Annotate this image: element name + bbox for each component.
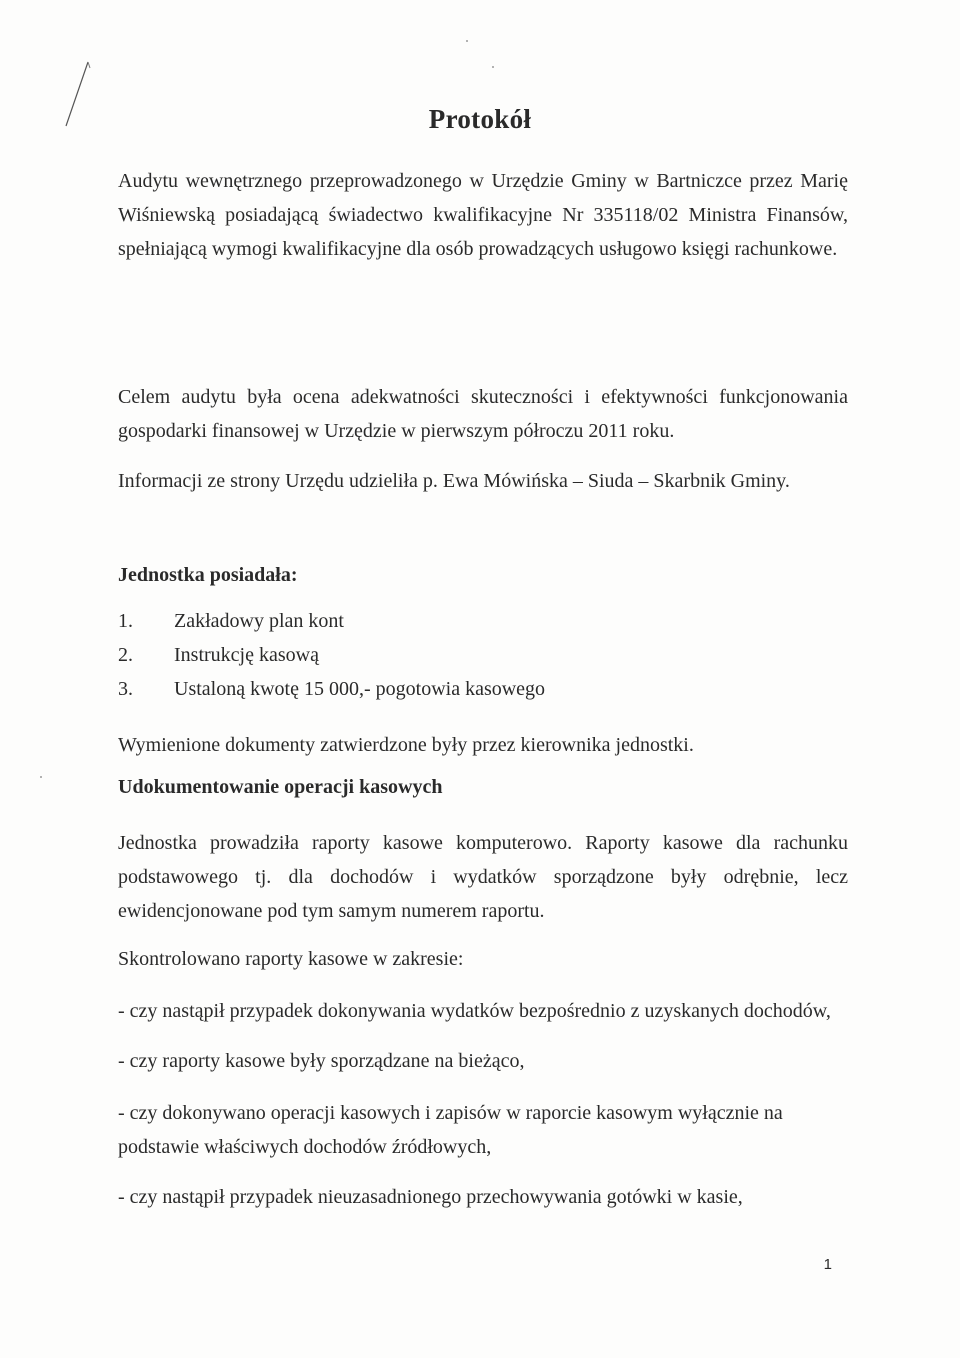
check-item: - czy raporty kasowe były sporządzane na bieżąco, xyxy=(118,1050,525,1072)
intro-paragraph: Audytu wewnętrznego przeprowadzonego w Urzędzie Gminy w Bartniczce przez Marię Wiśniewską posiadającą świadectwo kwalifikacyjne Nr 335118/02 Ministra Finansów, spełniającą wymogi kwalifikacyjne dla osób prowadzących usługowo księgi rachunkowe. xyxy=(118,170,848,260)
speck xyxy=(466,40,468,42)
cash-operations-heading: Udokumentowanie operacji kasowych xyxy=(118,776,443,798)
list-item xyxy=(118,638,545,672)
check-item: - czy nastąpił przypadek dokonywania wydatków bezpośrednio z uzyskanych dochodów, xyxy=(118,1000,831,1022)
list-item-text: Ustaloną kwotę 15 000,- pogotowia kasowego xyxy=(174,678,546,700)
list-item-number: 3. xyxy=(118,678,133,700)
list-item xyxy=(118,672,545,706)
list-item-number: 2. xyxy=(118,644,133,666)
scope-intro-paragraph: Skontrolowano raporty kasowe w zakresie: xyxy=(118,948,464,970)
approval-paragraph: Wymienione dokumenty zatwierdzone były przez kierownika jednostki. xyxy=(118,734,694,756)
cash-reports-paragraph: Jednostka prowadziła raporty kasowe komputerowo. Raporty kasowe dla rachunku podstawowego tj. dla dochodów i wydatków sporządzone były odrębnie, lecz ewidencjonowane pod tym samym numerem raportu. xyxy=(118,832,848,922)
list-item-number: 1. xyxy=(118,610,133,632)
unit-documents-heading: Jednostka posiadała: xyxy=(118,564,298,586)
list-item-text: Instrukcję kasową xyxy=(174,644,319,666)
information-source-paragraph: Informacji ze strony Urzędu udzieliła p. Ewa Mówińska – Siuda – Skarbnik Gminy. xyxy=(118,470,790,492)
speck xyxy=(40,776,42,778)
list-item xyxy=(118,604,545,638)
document-title: Protokół xyxy=(428,104,532,134)
page-number: 1 xyxy=(823,1256,832,1273)
audit-goal-paragraph: Celem audytu była ocena adekwatności skuteczności i efektywności funkcjonowania gospodarki finansowej w Urzędzie w pierwszym półroczu 2011 roku. xyxy=(118,386,848,442)
speck xyxy=(492,66,494,68)
check-item: - czy dokonywano operacji kasowych i zapisów w raporcie kasowym wyłącznie na podstawie właściwych dochodów źródłowych, xyxy=(118,1102,783,1158)
list-item-text: Zakładowy plan kont xyxy=(174,610,344,632)
unit-documents-list xyxy=(118,604,545,706)
check-item: - czy nastąpił przypadek nieuzasadnionego przechowywania gotówki w kasie, xyxy=(118,1186,743,1208)
